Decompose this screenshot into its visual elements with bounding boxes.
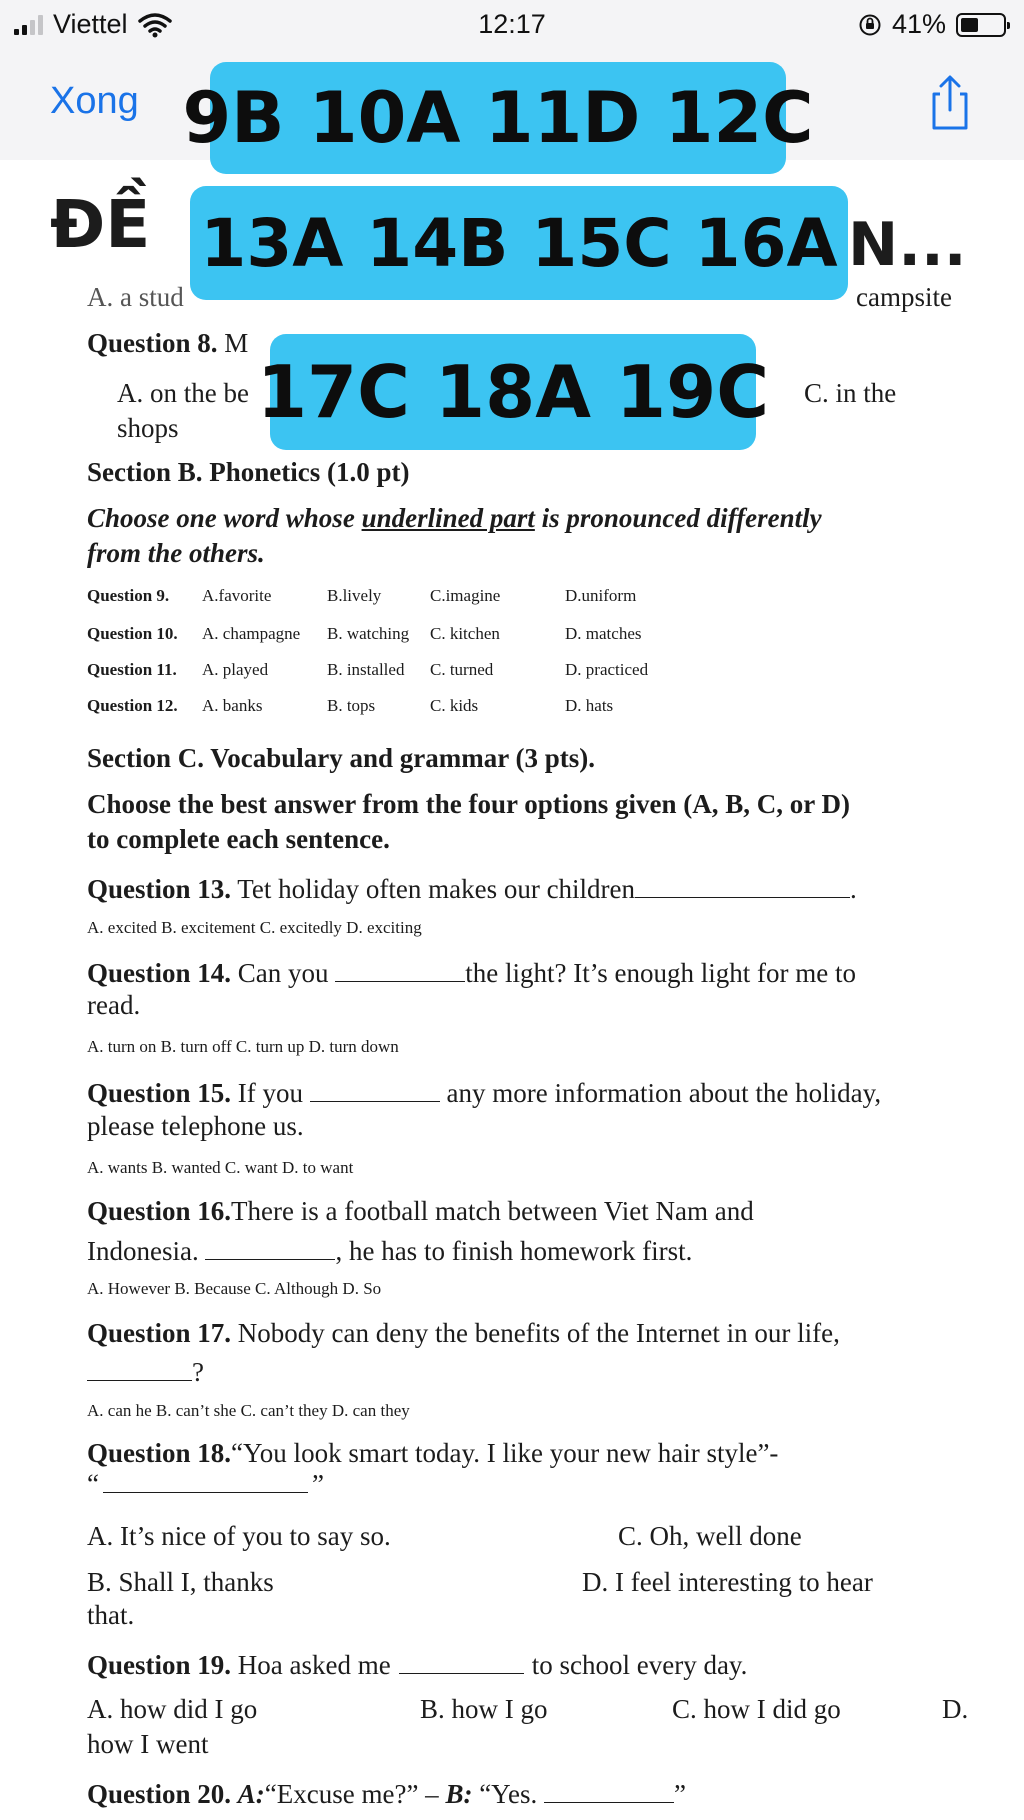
q19-option-c: C. how I did go [672, 1694, 841, 1724]
q10-option-b: B. watching [327, 624, 410, 643]
q11-option-a: A. played [202, 660, 269, 679]
q16-text-cont [87, 1233, 692, 1267]
q11-label: Question 11. [87, 660, 177, 679]
q20-text-a: “Excuse me?” – [264, 1779, 439, 1809]
q18-option-a: A. It’s nice of you to say so. [87, 1521, 391, 1551]
q13-answer-blank [635, 871, 850, 898]
share-icon[interactable] [928, 72, 972, 132]
q16-options: A. However B. Because C. Although D. So [87, 1279, 382, 1298]
q13-options: A. excited B. excitement C. excitedly D. exciting [87, 918, 422, 937]
q13-label: Question 13. [87, 874, 232, 904]
section-c-instruction-cont: to complete each sentence. [87, 824, 390, 854]
q16-question [87, 1196, 754, 1227]
battery-icon [956, 13, 1006, 37]
q12-option-c: C. kids [430, 696, 479, 715]
document-title-end: N... [848, 210, 967, 280]
q20-label: Question 20. [87, 1779, 232, 1809]
q18-label: Question 18. [87, 1438, 232, 1468]
q16-text-2: Indonesia. [87, 1236, 199, 1266]
q10-label: Question 10. [87, 624, 178, 643]
q18-option-b: B. Shall I, thanks [87, 1567, 274, 1597]
section-c-instruction: Choose the best answer from the four options given (A, B, C, or D) [87, 789, 850, 819]
q18-option-c: C. Oh, well done [618, 1521, 802, 1551]
instruction-part-1: Choose one word whose [87, 503, 355, 533]
q19-label: Question 19. [87, 1650, 232, 1680]
status-right [858, 9, 1006, 40]
q15-question [87, 1075, 881, 1109]
q20-speaker-b: B: [445, 1779, 473, 1809]
q14-text: Can you [237, 958, 329, 988]
q16-text-3: , he has to finish homework first. [335, 1236, 693, 1266]
q17-question [87, 1318, 840, 1349]
q18-option-d-cont: that. [87, 1600, 135, 1630]
q7-option-c: campsite [856, 282, 952, 312]
q20-answer-blank [544, 1776, 674, 1803]
q11-option-d: D. practiced [565, 660, 649, 679]
q12-option-d: D. hats [565, 696, 614, 715]
q20-end: ” [673, 1779, 686, 1809]
q9-option-b: B.lively [327, 586, 382, 605]
section-b-instruction [87, 503, 822, 534]
instruction-underlined: underlined part [361, 503, 535, 533]
q17-text: Nobody can deny the benefits of the Internet in our life, [237, 1318, 840, 1348]
q16-label: Question 16. [87, 1196, 232, 1226]
q9-option-c: C.imagine [430, 586, 501, 605]
q19-text: Hoa asked me [237, 1650, 391, 1680]
q18-option-d: D. I feel interesting to hear [582, 1567, 873, 1597]
status-bar [0, 0, 1024, 50]
q18-close-quote: ” [311, 1469, 324, 1499]
q13-end: . [850, 874, 857, 904]
q14-label: Question 14. [87, 958, 232, 988]
done-button[interactable]: Xong [50, 80, 139, 122]
q15-options: A. wants B. wanted C. want D. to want [87, 1158, 354, 1177]
q12-option-a: A. banks [202, 696, 263, 715]
instruction-part-2: is pronounced differently [541, 503, 822, 533]
q11-option-b: B. installed [327, 660, 405, 679]
q20-question [87, 1776, 686, 1810]
q9-label: Question 9. [87, 586, 170, 605]
q7-option-a: A. a stud [87, 282, 184, 312]
answer-banner-1: 9B 10A 11D 12C [210, 62, 786, 174]
section-c-heading: Section C. Vocabulary and grammar (3 pts). [87, 743, 596, 773]
q19-option-d-cont: how I went [87, 1729, 209, 1759]
q13-question [87, 871, 857, 905]
q19-text-2: to school every day. [531, 1650, 748, 1680]
answer-banner-2: 13A 14B 15C 16A [190, 186, 848, 300]
q16-text: There is a football match between Viet Nam and [231, 1196, 754, 1226]
q17-label: Question 17. [87, 1318, 232, 1348]
clock: 12:17 [478, 9, 546, 39]
q15-text-cont: please telephone us. [87, 1111, 304, 1141]
q17-answer-blank [87, 1354, 192, 1381]
q17-text-2: ? [192, 1357, 204, 1387]
q17-text-cont [87, 1354, 204, 1388]
q14-options: A. turn on B. turn off C. turn up D. turn down [87, 1037, 399, 1056]
q8-label: Question 8. [87, 328, 218, 358]
q19-option-d: D. [942, 1694, 969, 1724]
document-title-start: ĐỀ [50, 186, 151, 263]
q13-text: Tet holiday often makes our children [237, 874, 636, 904]
q14-question [87, 955, 856, 989]
q11-option-c: C. turned [430, 660, 494, 679]
carrier-name: Viettel [53, 9, 128, 39]
q20-speaker-a: A: [237, 1779, 265, 1809]
q18-answer-line [87, 1466, 324, 1500]
q9-option-a: A.favorite [202, 586, 272, 605]
q19-question [87, 1647, 747, 1681]
q18-text: “You look smart today. I like your new hair style”- [231, 1438, 779, 1468]
q14-text-2: the light? It’s enough light for me to [465, 958, 856, 988]
q15-text: If you [237, 1078, 304, 1108]
q14-answer-blank [335, 955, 465, 982]
q8-option-c: C. in the [804, 378, 897, 408]
answer-banner-3: 17C 18A 19C [270, 334, 756, 450]
q12-option-b: B. tops [327, 696, 376, 715]
q19-option-b: B. how I go [420, 1694, 548, 1724]
q19-option-a: A. how did I go [87, 1694, 258, 1724]
q16-answer-blank [205, 1233, 335, 1260]
orientation-lock-icon [858, 13, 882, 37]
q12-label: Question 12. [87, 696, 178, 715]
section-b-instruction-cont: from the others. [87, 538, 265, 568]
q14-text-cont: read. [87, 990, 141, 1020]
q18-answer-blank [103, 1466, 308, 1493]
battery-percent: 41% [891, 9, 946, 39]
q15-label: Question 15. [87, 1078, 232, 1108]
q18-open-quote: “ [87, 1469, 99, 1499]
q18-question [87, 1438, 778, 1469]
q19-answer-blank [399, 1647, 524, 1674]
section-b-heading: Section B. Phonetics (1.0 pt) [87, 457, 410, 487]
q10-option-a: A. champagne [202, 624, 301, 643]
q8-question [87, 328, 248, 359]
q20-text-b: “Yes. [479, 1779, 538, 1809]
q15-text-2: any more information about the holiday, [446, 1078, 882, 1108]
q8-option-a: A. on the be [117, 378, 249, 408]
q15-answer-blank [310, 1075, 440, 1102]
q17-options: A. can he B. can’t she C. can’t they D. can they [87, 1401, 410, 1420]
q8-text: M [224, 328, 249, 358]
q10-option-c: C. kitchen [430, 624, 500, 643]
q9-option-d: D.uniform [565, 586, 637, 605]
q8-option-c-cont: shops [117, 413, 179, 443]
q10-option-d: D. matches [565, 624, 642, 643]
